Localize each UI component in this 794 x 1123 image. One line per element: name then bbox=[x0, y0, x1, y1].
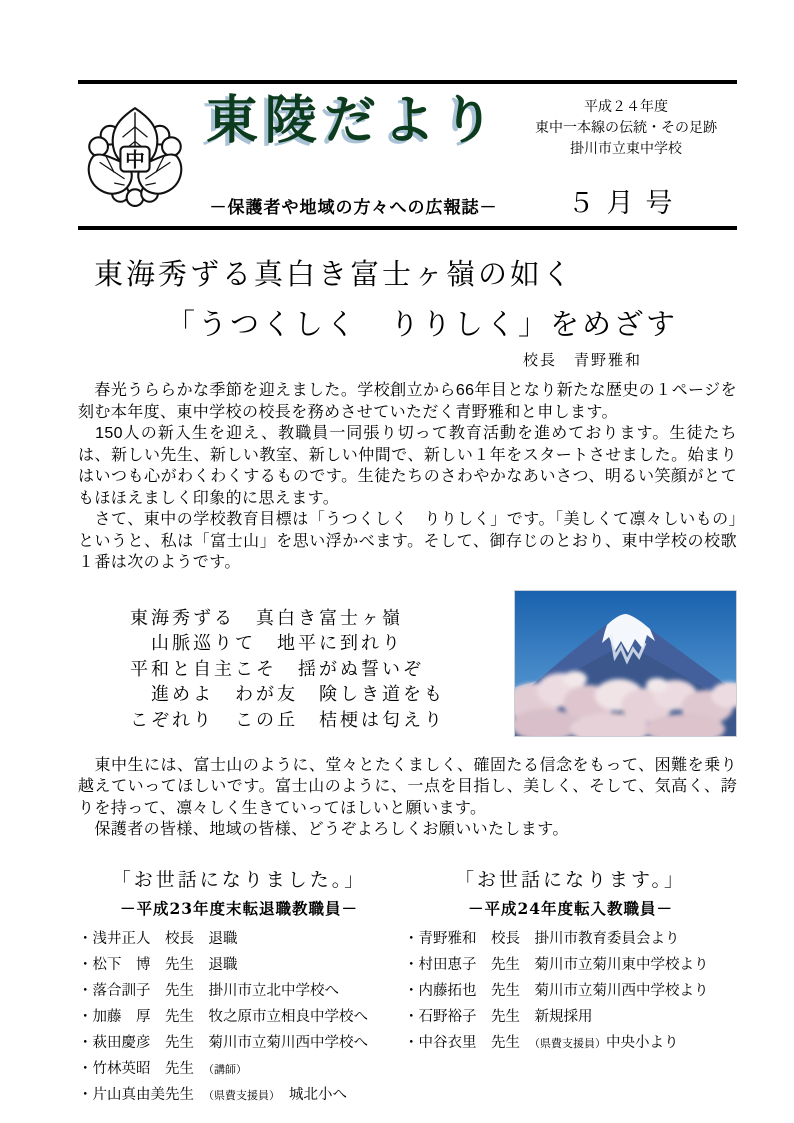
paragraph-4: 東中生には、富士山のように、堂々とたくましく、確固たる信念をもって、困難を乗り越えていってほしいです。富士山のように、一点を目指し、美しく、そして、気高く、誇りを持って、凛々しく生きていってほしいと願います。 bbox=[78, 756, 737, 817]
list-item: ・中谷衣里 先生 （県費支援員）中央小より bbox=[404, 1034, 679, 1051]
newsletter-title: 東陵だより bbox=[205, 90, 501, 151]
song-line: 進めよ わが友 険しき道をも bbox=[130, 684, 445, 705]
list-item: ・落合訓子 先生 掛川市立北中学校へ bbox=[78, 982, 339, 999]
list-item: ・浅井正人 校長 退職 bbox=[78, 930, 238, 947]
paragraph-1: 春光うららかな季節を迎えました。学校創立から66年目となり新たな歴史の１ページを刻む本年度、東中学校の校長を務めさせていただく青野雅和と申します。 bbox=[78, 382, 737, 421]
body-text-bottom bbox=[78, 755, 737, 841]
song-line: 東海秀ずる 真白き富士ヶ嶺 bbox=[130, 607, 403, 629]
farewell-subtitle: －平成23年度末転退職教職員－ bbox=[119, 898, 359, 918]
principal-byline: 校長 青野雅和 bbox=[522, 351, 642, 369]
song-line: こぞれり この丘 桔梗は匂えり bbox=[130, 709, 445, 731]
list-item: ・片山真由美先生 （県費支援員） 城北小へ bbox=[78, 1086, 347, 1103]
list-item: ・萩田慶彦 先生 菊川市立菊川西中学校へ bbox=[78, 1034, 368, 1051]
welcome-subtitle: －平成24年度転入教職員－ bbox=[467, 898, 674, 918]
headline-line1: 東海秀ずる真白き富士ヶ嶺の如く bbox=[94, 257, 575, 291]
list-item: ・内藤拓也 先生 菊川市立菊川西中学校より bbox=[404, 982, 709, 999]
list-item: ・竹林英昭 先生 （講師） bbox=[78, 1060, 247, 1077]
fiscal-year: 平成２４年度 bbox=[584, 98, 668, 114]
farewell-column bbox=[78, 865, 400, 1109]
headline bbox=[78, 252, 737, 343]
paragraph-5: 保護者の皆様、地域の皆様、どうぞよろしくお願いいたします。 bbox=[78, 821, 569, 838]
staff-changes-section bbox=[78, 865, 737, 1109]
song-line: 山脈巡りて 地平に到れり bbox=[130, 633, 403, 654]
list-item: ・村田恵子 先生 菊川市立菊川東中学校より bbox=[404, 956, 709, 973]
masthead bbox=[78, 80, 737, 230]
header-motto: 東中一本線の伝統・その足跡 bbox=[535, 119, 717, 135]
welcome-column bbox=[400, 865, 737, 1109]
school-emblem-icon bbox=[80, 92, 190, 220]
welcome-list bbox=[404, 927, 737, 1057]
paragraph-3: さて、東中の学校教育目標は「うつくしく りりしく」です。「美しくて凛々しいもの」というと、私は「富士山」を思い浮かべます。そして、御存じのとおり、東中学校の校歌１番は次のようです。 bbox=[78, 511, 737, 571]
school-name: 掛川市立東中学校 bbox=[570, 140, 682, 156]
paragraph-2: 150人の新入生を迎え、教職員一同張り切って教育活動を進めております。生徒たちは、新しい先生、新しい教室、新しい仲間で、新しい１年をスタートさせました。始まりはいつも心がわくわくするものです。生徒たちのさわやかなあいさつ、明るい笑顔がとてもほほえましく印象的に思えます。 bbox=[78, 425, 737, 507]
svg-text:中: 中 bbox=[125, 148, 145, 172]
newsletter-subtitle: －保護者や地域の方々への広報誌－ bbox=[209, 198, 498, 217]
body-text-top bbox=[78, 380, 737, 574]
list-item: ・青野雅和 校長 掛川市教育委員会より bbox=[404, 930, 680, 947]
fuji-photo bbox=[514, 590, 737, 737]
song-and-photo-row bbox=[78, 590, 737, 737]
farewell-title: 「お世話になりました。」 bbox=[111, 868, 367, 891]
list-item: ・加藤 厚 先生 牧之原市立相良中学校へ bbox=[78, 1008, 368, 1025]
song-line: 平和と自主こそ 揺がぬ誓いぞ bbox=[130, 658, 424, 680]
list-item: ・石野裕子 先生 新規採用 bbox=[404, 1008, 593, 1025]
list-item: ・松下 博 先生 退職 bbox=[78, 956, 238, 973]
farewell-list bbox=[78, 927, 400, 1109]
issue-number: ５月号 bbox=[567, 188, 685, 218]
headline-line2: 「うつくしく りりしく」をめざす bbox=[166, 307, 679, 341]
welcome-title: 「お世話になります。」 bbox=[455, 868, 686, 891]
school-song-verse bbox=[78, 590, 514, 734]
